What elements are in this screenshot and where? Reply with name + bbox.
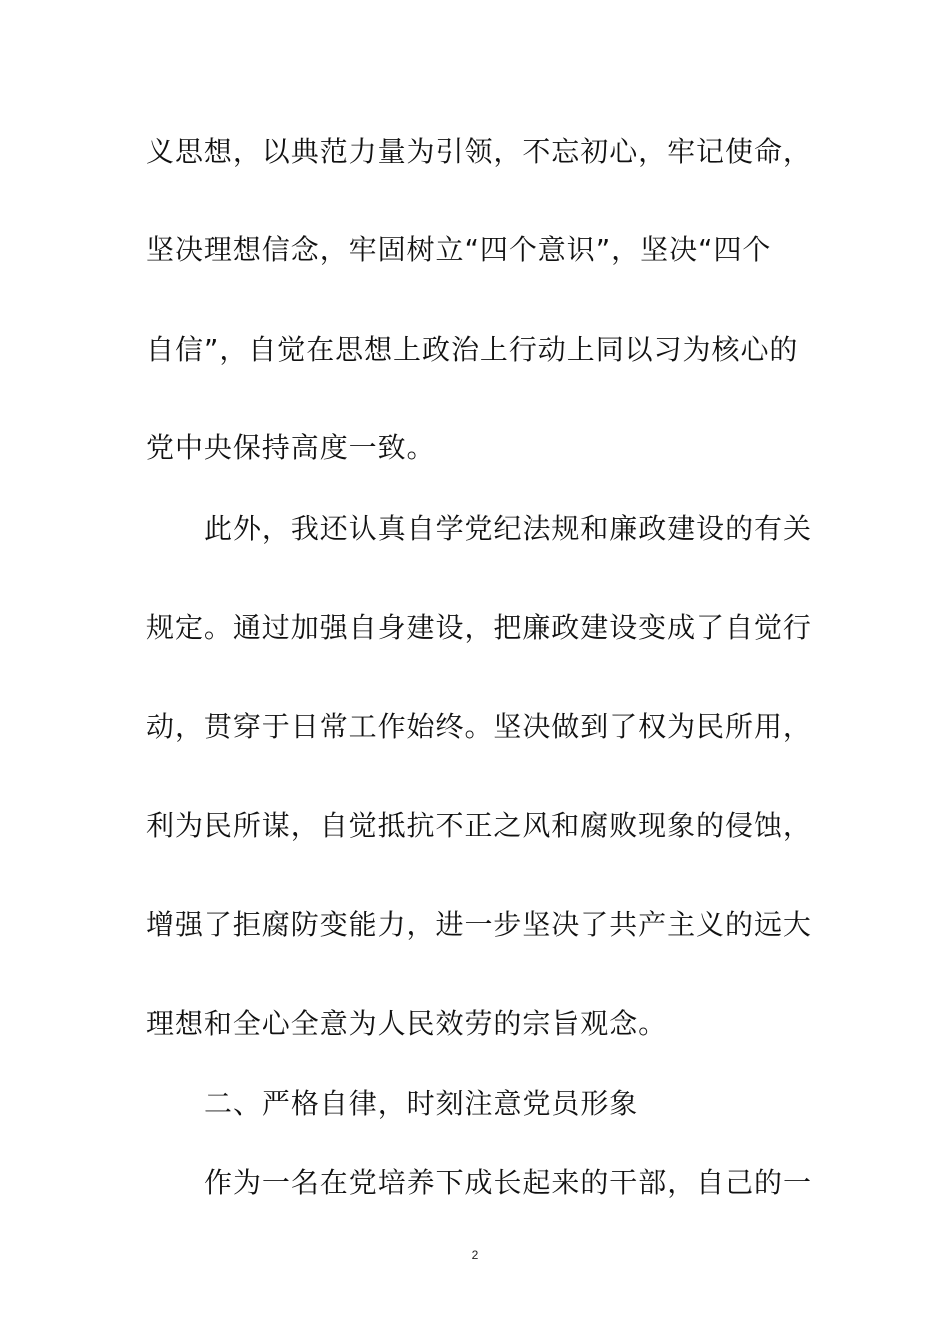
paragraph-first-line: 作为一名在党培养下成长起来的干部，自己的一 xyxy=(204,1166,812,1199)
text-line: 坚决理想信念，牢固树立“四个意识”，坚决“四个 xyxy=(146,233,772,266)
text-line: 党中央保持高度一致。 xyxy=(146,431,436,464)
page-number: 2 xyxy=(471,1248,479,1262)
text-line: 增强了拒腐防变能力，进一步坚决了共产主义的远大 xyxy=(146,908,812,941)
text-line: 利为民所谋，自觉抵抗不正之风和腐败现象的侵蚀， xyxy=(146,809,812,842)
text-line: 义思想，以典范力量为引领，不忘初心，牢记使命， xyxy=(146,135,812,168)
text-line: 理想和全心全意为人民效劳的宗旨观念。 xyxy=(146,1007,668,1040)
text-line: 规定。通过加强自身建设，把廉政建设变成了自觉行 xyxy=(146,611,812,644)
text-line: 动，贯穿于日常工作始终。坚决做到了权为民所用， xyxy=(146,710,812,743)
section-heading: 二、严格自律，时刻注意党员形象 xyxy=(204,1087,639,1120)
paragraph-first-line: 此外，我还认真自学党纪法规和廉政建设的有关 xyxy=(204,512,812,545)
text-line: 自信”，自觉在思想上政治上行动上同以习为核心的 xyxy=(146,333,799,366)
